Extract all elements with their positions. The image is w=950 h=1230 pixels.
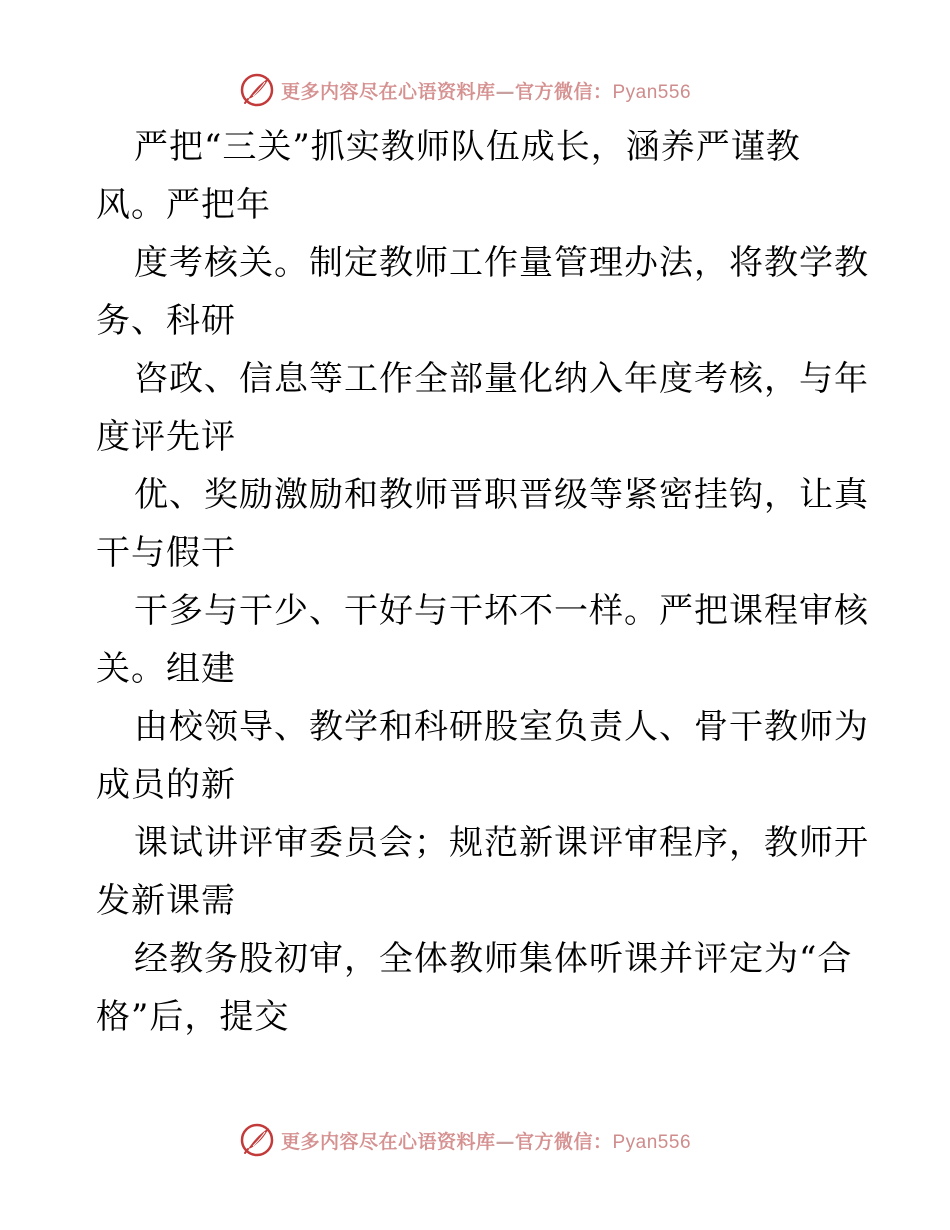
- text-line: 咨政、信息等工作全部量化纳入年度考核，与年: [134, 359, 869, 399]
- text-line: 优、奖励激励和教师晋职晋级等紧密挂钩，让真: [134, 475, 869, 515]
- text-line: 干多与干少、干好与干坏不一样。严把课程审核: [134, 591, 869, 631]
- header-site-text: 更多内容尽在心语资料库: [280, 80, 496, 103]
- text-line: 关。组建: [96, 649, 236, 689]
- header-separator: —: [495, 80, 515, 103]
- text-line: 发新课需: [96, 881, 236, 921]
- text-line: 度考核关。制定教师工作量管理办法，将教学教: [134, 243, 869, 283]
- text-line: 风。严把年: [96, 185, 271, 225]
- footer-wechat-label: 官方微信：: [514, 1130, 613, 1153]
- header-watermark: [0, 68, 950, 112]
- text-line: 成员的新: [96, 765, 236, 805]
- text-line: 干与假干: [96, 533, 236, 573]
- document-body: [96, 118, 869, 1046]
- header-wechat-id: Pyan556: [612, 81, 692, 103]
- header-watermark-text: [281, 77, 691, 104]
- text-line: 务、科研: [96, 301, 236, 341]
- footer-site-text: 更多内容尽在心语资料库: [280, 1130, 496, 1153]
- footer-watermark-content: [239, 1122, 691, 1158]
- text-line: 由校领导、教学和科研股室负责人、骨干教师为: [134, 707, 869, 747]
- header-wechat-label: 官方微信：: [514, 80, 613, 103]
- quill-pen-logo-icon: [239, 1122, 275, 1158]
- footer-wechat-id: Pyan556: [612, 1131, 692, 1153]
- header-watermark-content: [239, 72, 691, 108]
- text-line: 度评先评: [96, 417, 236, 457]
- text-line: 格”后，提交: [96, 997, 290, 1037]
- footer-separator: —: [495, 1130, 515, 1153]
- footer-watermark-text: [281, 1127, 691, 1154]
- text-line: 严把“三关”抓实教师队伍成长，涵养严谨教: [134, 127, 801, 167]
- text-line: 课试讲评审委员会；规范新课评审程序，教师开: [134, 823, 869, 863]
- quill-pen-logo-icon: [239, 72, 275, 108]
- footer-watermark: [0, 1118, 950, 1162]
- text-line: 经教务股初审，全体教师集体听课并评定为“合: [134, 939, 853, 979]
